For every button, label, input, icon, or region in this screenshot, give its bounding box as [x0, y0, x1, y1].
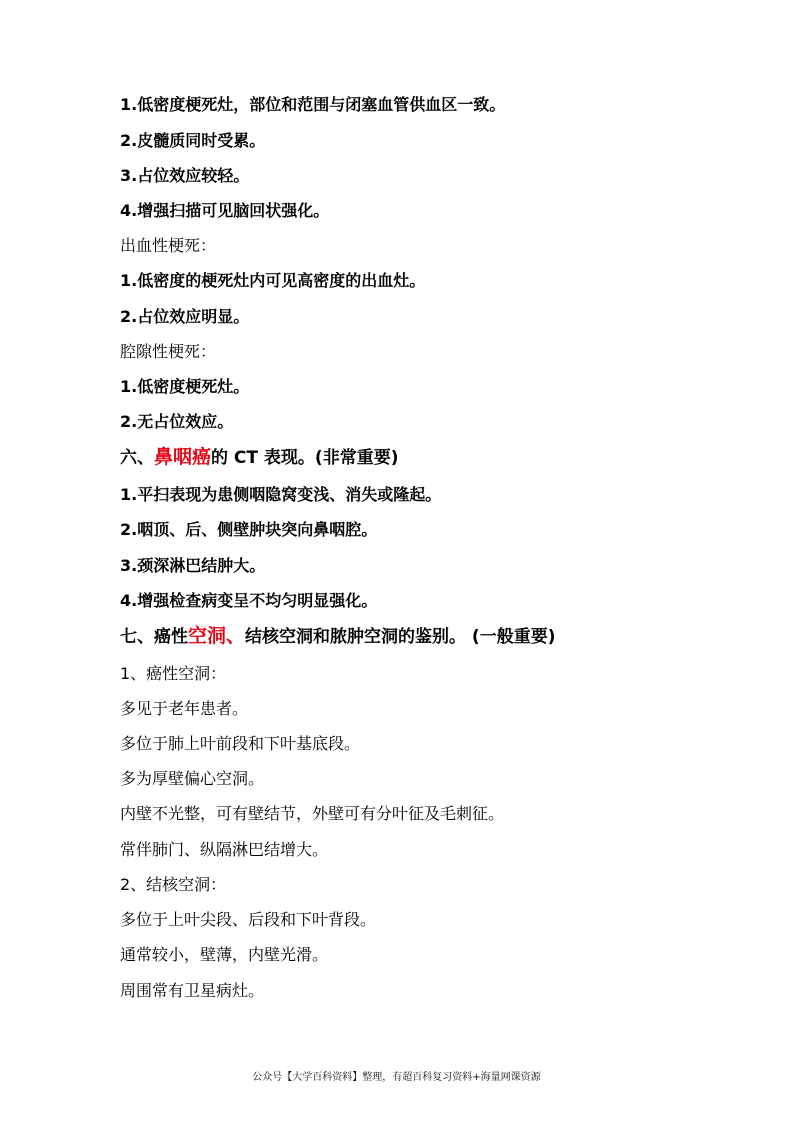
text-line: 2.占位效应明显。: [120, 307, 250, 326]
section-heading-7: [120, 625, 555, 648]
subheading: 2、结核空洞：: [120, 875, 227, 894]
text-line: 通常较小，壁薄，内壁光滑。: [120, 945, 329, 964]
text-line: 4.增强扫描可见脑回状强化。: [120, 201, 330, 220]
text-line: 1.低密度的梗死灶内可见高密度的出血灶。: [120, 271, 426, 290]
text-line: 1.低密度梗死灶，部位和范围与闭塞血管供血区一致。: [120, 95, 506, 114]
text-line: 2.无占位效应。: [120, 412, 234, 431]
list-item: 4.增强检查病变呈不均匀明显强化。: [120, 591, 378, 610]
heading-highlight: 空洞、: [188, 625, 246, 647]
text-line: 1.低密度梗死灶。: [120, 377, 250, 396]
list-item: 2.咽顶、后、侧壁肿块突向鼻咽腔。: [120, 520, 378, 539]
text-line: 2.皮髓质同时受累。: [120, 131, 266, 150]
text-line: 常伴肺门、纵隔淋巴结增大。: [120, 840, 329, 859]
subheading: 出血性梗死：: [120, 236, 217, 255]
text-line: 多见于老年患者。: [120, 699, 249, 718]
text-line: 多位于肺上叶前段和下叶基底段。: [120, 734, 361, 753]
heading-prefix: 七、癌性: [120, 627, 188, 647]
heading-suffix: 结核空洞和脓肿空洞的鉴别。 (一般重要): [245, 627, 556, 647]
subheading: 腔隙性梗死：: [120, 342, 217, 361]
heading-suffix: 的 CT 表现。(非常重要): [211, 448, 399, 468]
heading-highlight: 鼻咽癌: [154, 446, 212, 468]
text-line: 多为厚壁偏心空洞。: [120, 769, 265, 788]
list-item: 3.颈深淋巴结肿大。: [120, 556, 266, 575]
text-line: 周围常有卫星病灶。: [120, 981, 265, 1000]
text-line: 内壁不光整，可有壁结节，外壁可有分叶征及毛刺征。: [120, 804, 505, 823]
heading-prefix: 六、: [120, 448, 154, 468]
subheading: 1、癌性空洞：: [120, 664, 227, 683]
text-line: 多位于上叶尖段、后段和下叶背段。: [120, 910, 377, 929]
list-item: 1.平扫表现为患侧咽隐窝变浅、消失或隆起。: [120, 485, 442, 504]
text-line: 3.占位效应较轻。: [120, 166, 250, 185]
section-heading-6: [120, 446, 398, 469]
page-footer: 公众号【大学百科资料】整理，有超百科复习资料+海量网课资源: [252, 1072, 541, 1083]
